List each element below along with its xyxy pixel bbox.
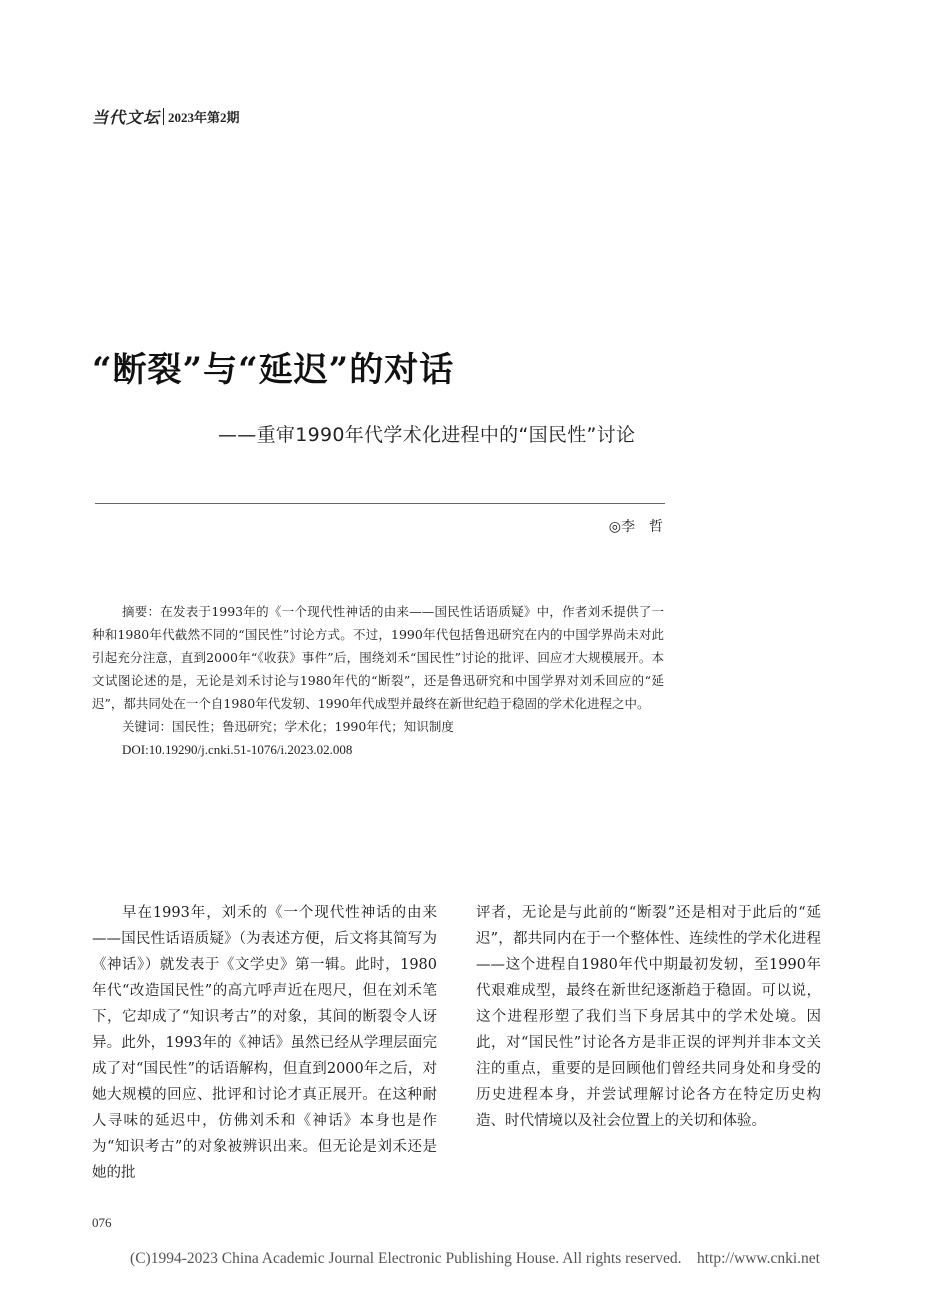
page-number: 076 [92,1215,112,1230]
body-right-column [476,900,821,1134]
header-divider [163,108,164,125]
abstract-text: 摘要：在发表于1993年的《一个现代性神话的由来——国民性话语质疑》中，作者刘禾提供了一种和1980年代截然不同的“国民性”讨论方式。不过，1990年代包括鲁迅研究在内的中国学界尚未对此引起充分注意，直到2000年“《收获》事件”后，围绕刘禾“国民性”讨论的批评、回应才大规模展开。本文试图论述的是，无论是刘禾讨论与1980年代的“断裂”，还是鲁迅研究和中国学界对刘禾回应的“延迟”，都共同处在一个自1980年代发轫、1990年代成型并最终在新世纪趋于稳固的学术化进程之中。 [92,604,664,711]
author-name: ◎李 哲 [608,519,663,535]
keywords: 关键词：国民性；鲁迅研究；学术化；1990年代；知识制度 [122,719,454,734]
article-subtitle: ——重审1990年代学术化进程中的“国民性”讨论 [218,424,636,446]
title-divider [95,503,665,504]
journal-header [92,106,240,126]
abstract-section [92,600,664,761]
body-left-column [92,900,437,1186]
journal-logo: 当代文坛 [92,107,161,127]
body-paragraph-right: 评者，无论是与此前的“断裂”还是相对于此后的“延迟”，都共同内在于一个整体性、连续性的学术化进程——这个进程自1980年代中期最初发轫，至1990年代艰难成型，最终在新世纪逐渐趋于稳固。可以说，这个进程形塑了我们当下身居其中的学术处境。因此，对“国民性”讨论各方是非正误的评判并非本文关注的重点，重要的是回顾他们曾经共同身处和身受的历史进程本身，并尝试理解讨论各方在特定历史构造、时代情境以及社会位置上的关切和体验。 [476,905,821,1129]
doi: DOI:10.19290/j.cnki.51-1076/i.2023.02.008 [122,742,353,757]
article-title: “断裂”与“延迟”的对话 [92,350,455,390]
copyright-footer: (C)1994-2023 China Academic Journal Electronic Publishing House. All rights reserved. http://www.cnki.net [130,1250,820,1267]
issue-label: 2023年第2期 [168,109,240,125]
body-paragraph-left: 早在1993年，刘禾的《一个现代性神话的由来——国民性话语质疑》（为表述方便，后文将其简写为《神话》）就发表于《文学史》第一辑。此时，1980年代“改造国民性”的高亢呼声近在咫尺，但在刘禾笔下，它却成了“知识考古”的对象，其间的断裂令人讶异。此外，1993年的《神话》虽然已经从学理层面完成了对“国民性”的话语解构，但直到2000年之后，对她大规模的回应、批评和讨论才真正展开。在这种耐人寻味的延迟中，仿佛刘禾和《神话》本身也是作为“知识考古”的对象被辨识出来。但无论是刘禾还是她的批 [92,905,437,1181]
